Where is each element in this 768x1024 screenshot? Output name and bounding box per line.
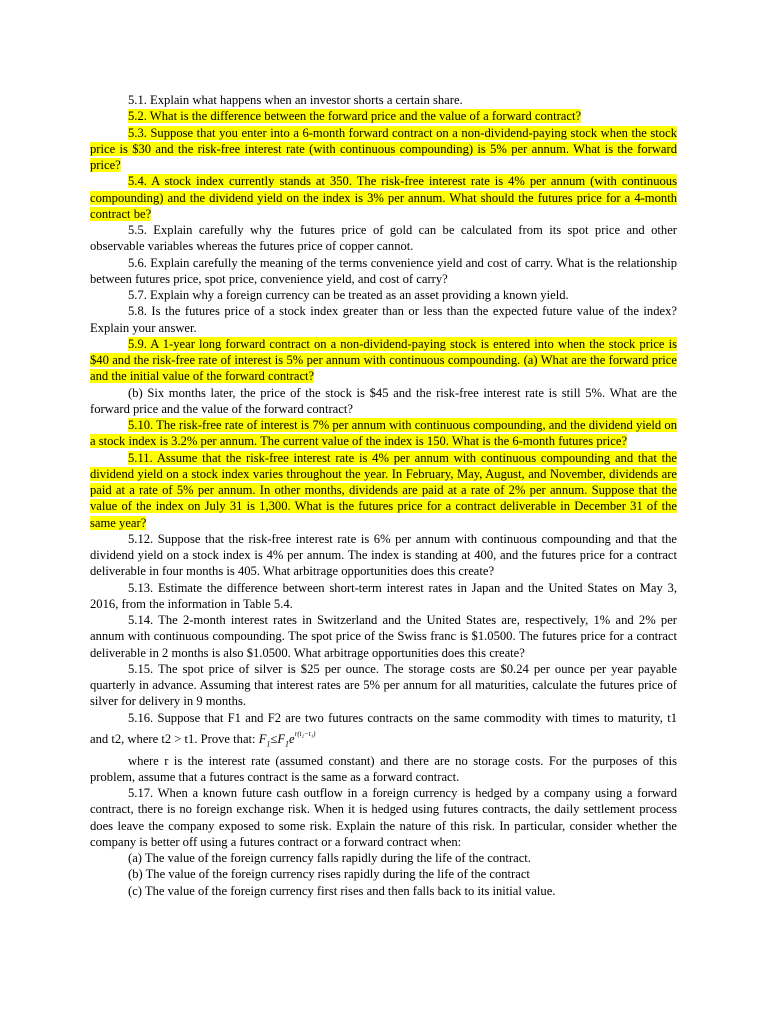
formula-rhs-sub: 1: [285, 739, 290, 749]
formula-rhs: F: [277, 731, 286, 746]
question-5-3-text: 5.3. Suppose that you enter into a 6-month forward contract on a non-dividend-paying stock when the stock price is $30 and the risk-free interest rate (with continuous compounding) is 5% per annum. What is the forward price?: [90, 125, 677, 172]
question-5-10: [90, 417, 677, 450]
question-5-7: [90, 287, 677, 303]
document-page: [90, 92, 677, 899]
question-5-2: [90, 108, 677, 124]
formula-lhs-sub: 1: [266, 739, 271, 749]
question-5-10-text: 5.10. The risk-free rate of interest is 7% per annum with continuous compounding, and the dividend yield on a stock index is 3.2% per annum. The current value of the index is 150. What is the 6-month futures price?: [90, 418, 677, 449]
question-5-13: [90, 580, 677, 613]
question-5-12-text: 5.12. Suppose that the risk-free interest rate is 6% per annum with continuous compounding and that the dividend yield on a stock index is 4% per annum. The index is standing at 400, and the futures price for a contract deliverable in four months is 405. What arbitrage opportunities does this create?: [90, 531, 677, 579]
question-5-8: [90, 303, 677, 336]
question-5-17-text: 5.17. When a known future cash outflow in a foreign currency is hedged by a company using a forward contract, there is no foreign exchange risk. When it is hedged using futures contracts, the daily settlement process does leave the company exposed to some risk. Explain the nature of this risk. In particular, consider whether the company is better off using a futures contract or a forward contract when:: [90, 786, 677, 849]
question-5-9-b-text: (b) Six months later, the price of the stock is $45 and the risk-free interest rate is still 5%. What are the forward price and the value of the forward contract?: [90, 385, 677, 416]
question-5-17-option-b: (b) The value of the foreign currency rises rapidly during the life of the contract: [128, 867, 530, 882]
question-5-14: [90, 612, 677, 661]
formula-exp-base: e: [289, 731, 295, 746]
question-5-6: [90, 255, 677, 288]
question-5-15: [90, 661, 677, 710]
question-5-11-text: 5.11. Assume that the risk-free interest rate is 4% per annum with continuous compounding and that the dividend yield on a stock index varies throughout the year. In February, May, August, and November, dividends are paid at a rate of 5% per annum. In other months, dividends are paid at a rate of 2% per annum. Suppose that the value of the index on July 31 is 1,300. What is the futures price for a contract deliverable in December 31 of the same year?: [90, 450, 677, 530]
question-5-4: [90, 173, 677, 222]
question-5-17-option-a: (a) The value of the foreign currency falls rapidly during the life of the contract.: [128, 851, 531, 866]
question-5-16-continuation: [90, 753, 677, 786]
question-5-5: [90, 222, 677, 255]
formula-lhs: F: [258, 731, 267, 746]
question-5-1-text: 5.1. Explain what happens when an investor shorts a certain share.: [128, 93, 463, 107]
question-5-17-option-c: (c) The value of the foreign currency first rises and then falls back to its initial value.: [128, 883, 556, 898]
question-5-1: [90, 92, 677, 108]
question-5-9-b: [90, 385, 677, 418]
formula: [258, 729, 316, 749]
question-5-3: [90, 125, 677, 174]
question-5-2-text: 5.2. What is the difference between the forward price and the value of a forward contract?: [128, 109, 582, 124]
question-5-16: [90, 710, 677, 753]
question-5-9: [90, 336, 677, 385]
formula-op: ≤: [270, 731, 278, 746]
question-5-16-continuation-text: where r is the interest rate (assumed constant) and there are no storage costs. For the purposes of this problem, assume that a futures contract is the same as a forward contract.: [90, 753, 677, 784]
question-5-13-text: 5.13. Estimate the difference between short-term interest rates in Japan and the United States on May 3, 2016, from the information in Table 5.4.: [90, 580, 677, 611]
question-5-14-text: 5.14. The 2-month interest rates in Switzerland and the United States are, respectively, 1% and 2% per annum with continuous compounding. The spot price of the Swiss franc is $1.0500. The futures price for a contract deliverable in 2 months is also $1.0500. What arbitrage opportunities does this create?: [90, 613, 677, 660]
question-5-8-text: 5.8. Is the futures price of a stock index greater than or less than the expected future value of the index? Explain your answer.: [90, 304, 677, 335]
question-5-7-text: 5.7. Explain why a foreign currency can be treated as an asset providing a known yield.: [128, 288, 569, 302]
question-5-15-text: 5.15. The spot price of silver is $25 per ounce. The storage costs are $0.24 per ounce per year payable quarterly in advance. Assuming that interest rates are 5% per annum for all maturities, calculate the futures price of silver for delivery in 9 months.: [90, 661, 677, 709]
question-5-17: [90, 785, 677, 850]
question-5-16-text: 5.16. Suppose that F1 and F2 are two futures contracts on the same commodity with times to maturity, t1 and t2, where t2 > t1. Prove that:: [90, 710, 677, 746]
question-5-9-text: 5.9. A 1-year long forward contract on a non-dividend-paying stock is entered into when the stock price is $40 and the risk-free rate of interest is 5% per annum with continuous compounding. (a) What are the forward price and the initial value of the forward contract?: [90, 336, 677, 384]
question-5-4-text: 5.4. A stock index currently stands at 350. The risk-free interest rate is 4% per annum (with continuous compounding) and the dividend yield on the index is 3% per annum. What should the futures price for a 4-month contract be?: [90, 174, 677, 221]
formula-exponent: r(t₂−t₁): [294, 729, 316, 738]
question-5-11: [90, 450, 677, 531]
question-5-12: [90, 531, 677, 580]
question-5-6-text: 5.6. Explain carefully the meaning of the terms convenience yield and cost of carry. What is the relationship between futures price, spot price, convenience yield, and cost of carry?: [90, 255, 677, 286]
question-5-5-text: 5.5. Explain carefully why the futures price of gold can be calculated from its spot price and other observable variables whereas the futures price of copper cannot.: [90, 223, 677, 254]
